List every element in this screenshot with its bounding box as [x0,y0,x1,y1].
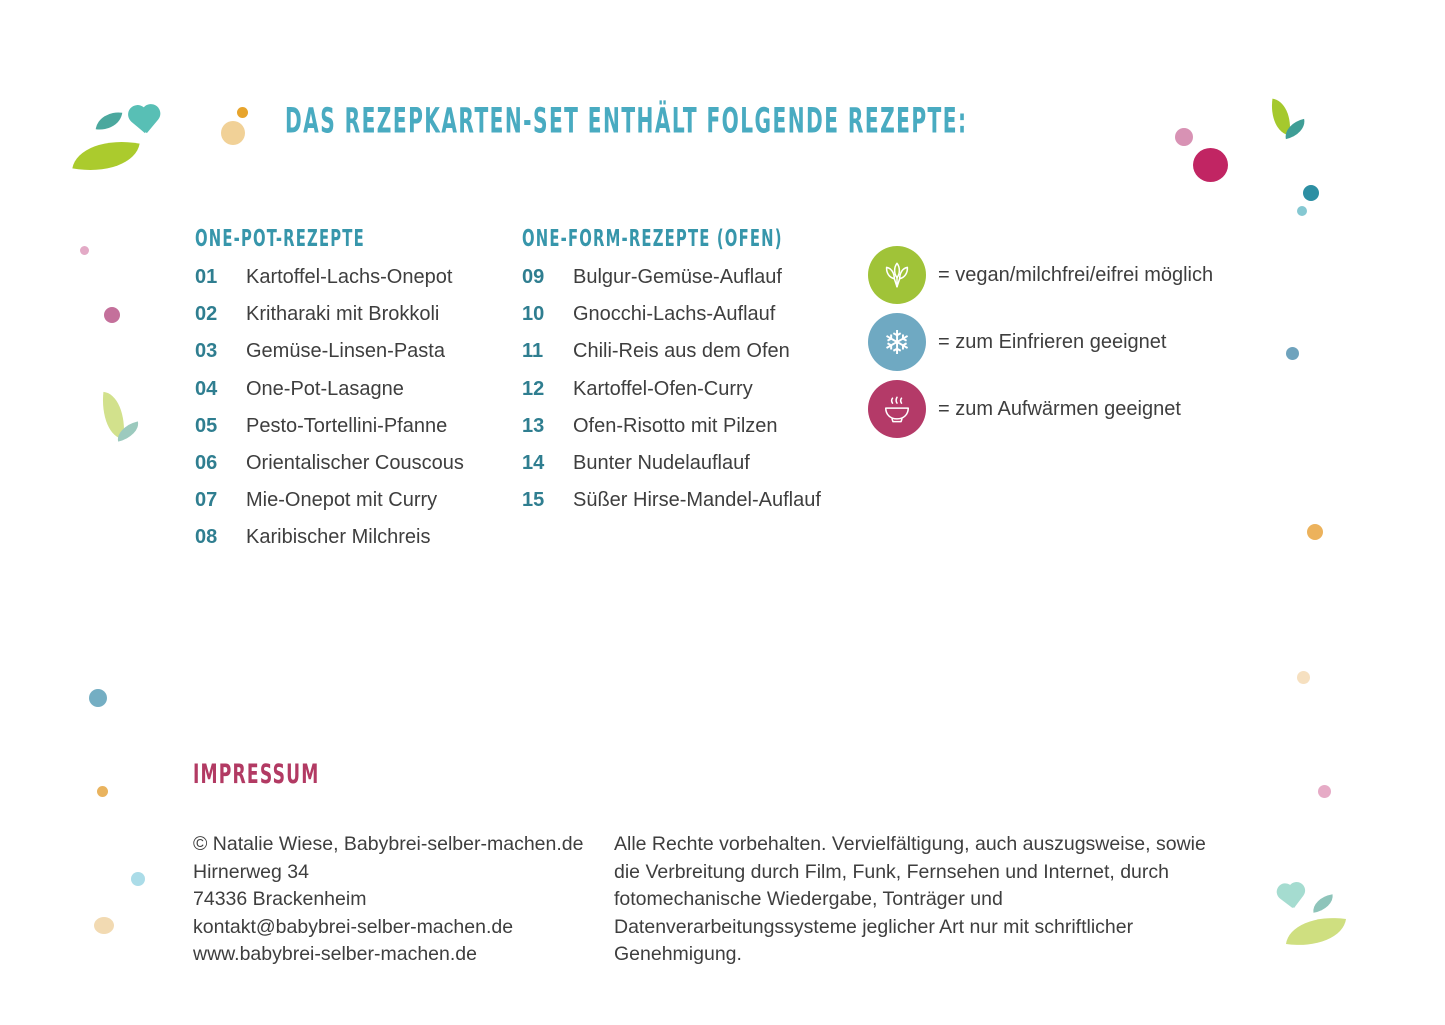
recipe-number: 11 [522,340,544,363]
recipe-name: Süßer Hirse-Mandel-Auflauf [573,489,821,512]
recipe-name: Ofen-Risotto mit Pilzen [573,414,778,437]
recipe-item [195,445,525,482]
recipe-item [522,371,852,408]
recipe-name: Gnocchi-Lachs-Auflauf [573,303,776,326]
recipe-item [522,445,852,482]
recipe-list [195,259,525,557]
leaf-icon [96,109,123,132]
greens-icon [868,246,926,304]
recipe-name: Kritharaki mit Brokkoli [246,303,440,326]
recipe-number: 15 [522,489,545,512]
recipe-item [195,482,525,519]
recipe-number: 08 [195,526,218,549]
page-title: DAS REZEPKARTEN-SET ENTHÄLT FOLGENDE REZEPTE: [285,100,968,142]
leaf-icon [1286,911,1346,951]
recipe-item [522,333,852,370]
snowflake-icon [868,313,926,371]
recipe-name: Kartoffel-Lachs-Onepot [246,266,453,289]
dot-shape [237,107,248,118]
recipe-number: 05 [195,414,218,437]
recipe-number: 06 [195,452,218,475]
recipe-column-one-pot [195,223,525,557]
recipe-name: One-Pot-Lasagne [246,377,404,400]
impressum-heading: IMPRESSUM [193,760,320,790]
dot-shape [131,872,145,886]
column-heading: ONE-POT-REZEPTE [195,225,365,252]
dot-shape [221,121,245,145]
recipe-column-one-form [522,223,852,519]
recipe-item [195,519,525,556]
legend-item [868,380,1213,438]
dot-shape [1307,524,1323,540]
recipe-number: 04 [195,377,218,400]
snowflake-glyph: ❄ [883,322,911,362]
impressum-address [193,831,583,969]
recipe-list [522,259,852,519]
recipe-number: 09 [522,266,545,289]
recipe-name: Mie-Onepot mit Curry [246,489,438,512]
legend [868,246,1213,447]
heart-icon [126,104,165,140]
recipe-name: Gemüse-Linsen-Pasta [246,340,445,363]
dot-shape [1318,785,1331,798]
legend-item [868,313,1213,371]
legend-item [868,246,1213,304]
recipe-name: Bunter Nudelauflauf [573,452,750,475]
dot-shape [97,786,108,797]
dot-shape [1286,347,1299,360]
street-line: Hirnerweg 34 [193,860,309,883]
dot-shape [94,917,114,934]
recipe-item [522,408,852,445]
recipe-item [522,296,852,333]
rights-paragraph: Alle Rechte vorbehalten. Vervielfältigung, auch auszugsweise, sowie die Verbreitung durch Film, Funk, Fernsehen und Internet, durch fotomechanische Wiedergabe, Tonträger und Datenverarbeitungssysteme jeglicher Art nur mit schriftlicher Genehmigung. [614,833,1206,966]
website-line: www.babybrei-selber-machen.de [193,943,477,966]
recipe-number: 03 [195,340,218,363]
recipe-name: Pesto-Tortellini-Pfanne [246,414,448,437]
leaf-icon [1311,894,1335,913]
dot-shape [1193,148,1228,182]
legend-label: = zum Aufwärmen geeignet [938,397,1181,420]
recipe-item [195,333,525,370]
recipe-item [522,482,852,519]
dot-shape [1175,128,1193,146]
recipe-number: 02 [195,303,218,326]
recipe-item [195,408,525,445]
recipe-name: Karibischer Milchreis [246,526,431,549]
recipe-number: 01 [195,266,218,289]
bowl-icon [868,380,926,438]
recipe-number: 07 [195,489,218,512]
recipe-number: 10 [522,303,545,326]
legend-label: = zum Einfrieren geeignet [938,330,1167,353]
dot-shape [104,307,120,323]
dot-shape [1297,206,1307,216]
recipe-item [195,296,525,333]
recipe-name: Orientalischer Couscous [246,452,464,475]
dot-shape [89,689,107,707]
recipe-name: Kartoffel-Ofen-Curry [573,377,753,400]
recipe-item [195,371,525,408]
dot-shape [1297,671,1310,684]
recipe-number: 12 [522,377,545,400]
recipe-name: Bulgur-Gemüse-Auflauf [573,266,782,289]
recipe-number: 14 [522,452,545,475]
dot-shape [1303,185,1319,201]
recipe-item [195,259,525,296]
heart-icon [1274,882,1310,915]
city-line: 74336 Brackenheim [193,888,367,911]
legend-label: = vegan/milchfrei/eifrei möglich [938,263,1214,286]
recipe-item [522,259,852,296]
dot-shape [80,246,89,255]
recipe-name: Chili-Reis aus dem Ofen [573,340,790,363]
column-heading: ONE-FORM-REZEPTE (OFEN) [522,225,783,252]
copyright-line: © Natalie Wiese, Babybrei-selber-machen.de [193,833,584,855]
email-line: kontakt@babybrei-selber-machen.de [193,915,514,938]
recipe-number: 13 [522,414,545,437]
